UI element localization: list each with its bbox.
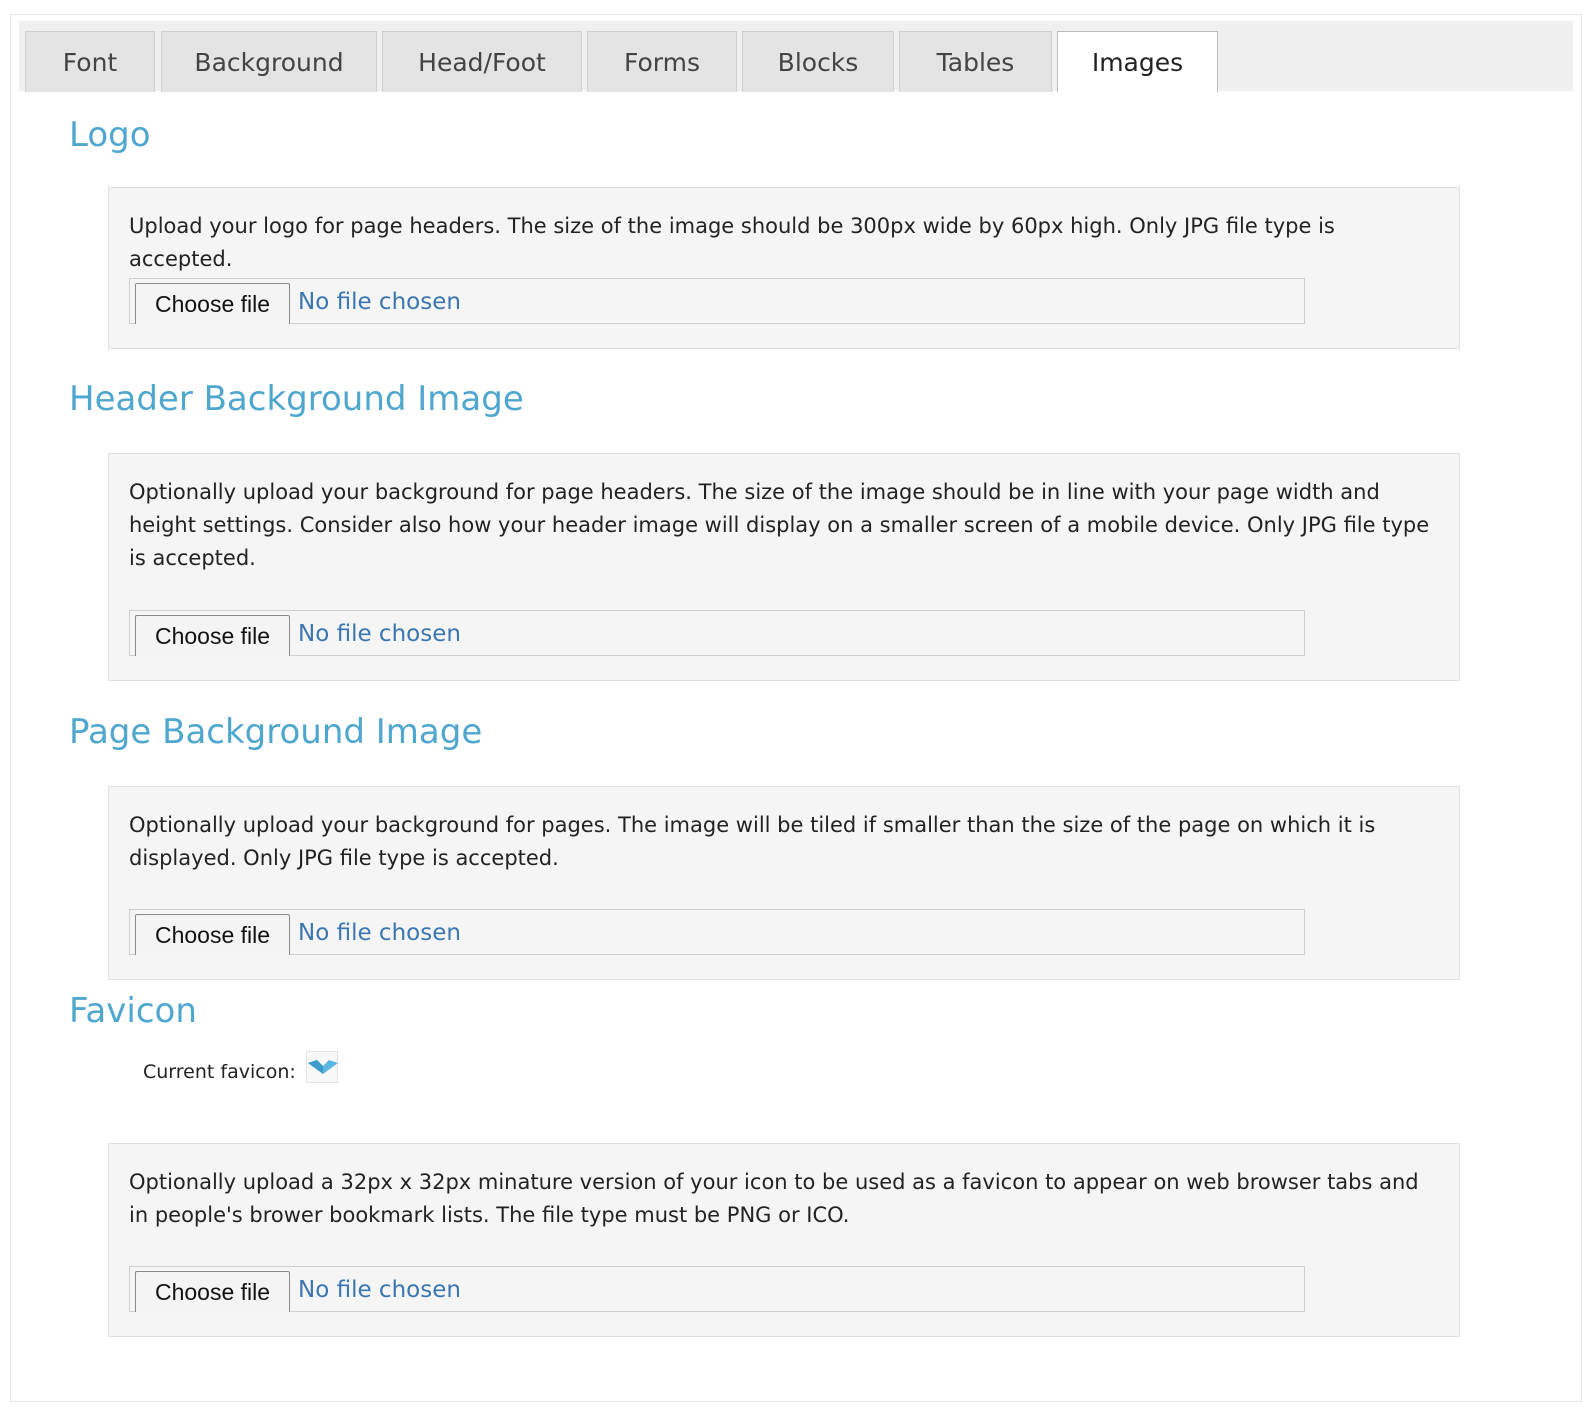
header-bg-file-status: No file chosen: [298, 621, 461, 647]
favicon-description: Optionally upload a 32px x 32px minature version of your icon to be used as a favicon to appear on web browser tabs and in people's brower bookmark lists. The file type must be PNG or ICO.: [129, 1170, 1419, 1227]
header-bg-file-input[interactable]: [129, 610, 1305, 656]
page-bg-file-input[interactable]: [129, 909, 1305, 955]
tab-label: Forms: [623, 47, 700, 77]
tab-forms[interactable]: [587, 31, 737, 92]
tab-bar: [19, 21, 1573, 91]
tab-background[interactable]: [161, 31, 377, 92]
header-bg-upload-panel: [108, 453, 1460, 681]
tab-label: Tables: [936, 47, 1015, 77]
current-favicon-label: Current favicon:: [143, 1061, 296, 1083]
tab-blocks[interactable]: [742, 31, 894, 92]
tab-label: Images: [1091, 47, 1184, 77]
tab-label: Blocks: [777, 47, 859, 77]
tab-font[interactable]: [25, 31, 155, 92]
header-bg-choose-file-button[interactable]: Choose file: [135, 615, 290, 656]
page-bg-description: Optionally upload your background for pages. The image will be tiled if smaller than the size of the page on which it is displayed. Only JPG file type is accepted.: [129, 813, 1376, 870]
favicon-chevron-icon: [306, 1051, 338, 1083]
logo-section-title: Logo: [69, 115, 151, 155]
tab-label: Background: [194, 47, 344, 77]
logo-upload-panel: [108, 187, 1460, 349]
current-favicon-row: [143, 1051, 338, 1083]
page-bg-upload-panel: [108, 786, 1460, 980]
settings-frame: [10, 14, 1582, 1402]
logo-file-input[interactable]: [129, 278, 1305, 324]
favicon-file-input[interactable]: [129, 1266, 1305, 1312]
favicon-section-title: Favicon: [69, 991, 197, 1031]
tab-tables[interactable]: [899, 31, 1052, 92]
tab-images[interactable]: [1057, 31, 1218, 93]
favicon-file-status: No file chosen: [298, 1277, 461, 1303]
favicon-choose-file-button[interactable]: Choose file: [135, 1271, 290, 1312]
page-bg-choose-file-button[interactable]: Choose file: [135, 914, 290, 955]
logo-description: Upload your logo for page headers. The size of the image should be 300px wide by 60px high. Only JPG file type is accepted.: [129, 214, 1335, 271]
tab-label: Font: [62, 47, 118, 77]
logo-choose-file-button[interactable]: Choose file: [135, 283, 290, 324]
logo-file-status: No file chosen: [298, 289, 461, 315]
tab-head-foot[interactable]: [382, 31, 582, 92]
header-bg-description: Optionally upload your background for page headers. The size of the image should be in line with your page width and height settings. Consider also how your header image will display on a smaller screen of a mobile device. Only JPG file type is accepted.: [129, 480, 1430, 570]
page-bg-file-status: No file chosen: [298, 920, 461, 946]
page-bg-section-title: Page Background Image: [69, 712, 483, 752]
tab-label: Head/Foot: [418, 47, 546, 77]
header-bg-section-title: Header Background Image: [69, 379, 524, 419]
favicon-upload-panel: [108, 1143, 1460, 1337]
